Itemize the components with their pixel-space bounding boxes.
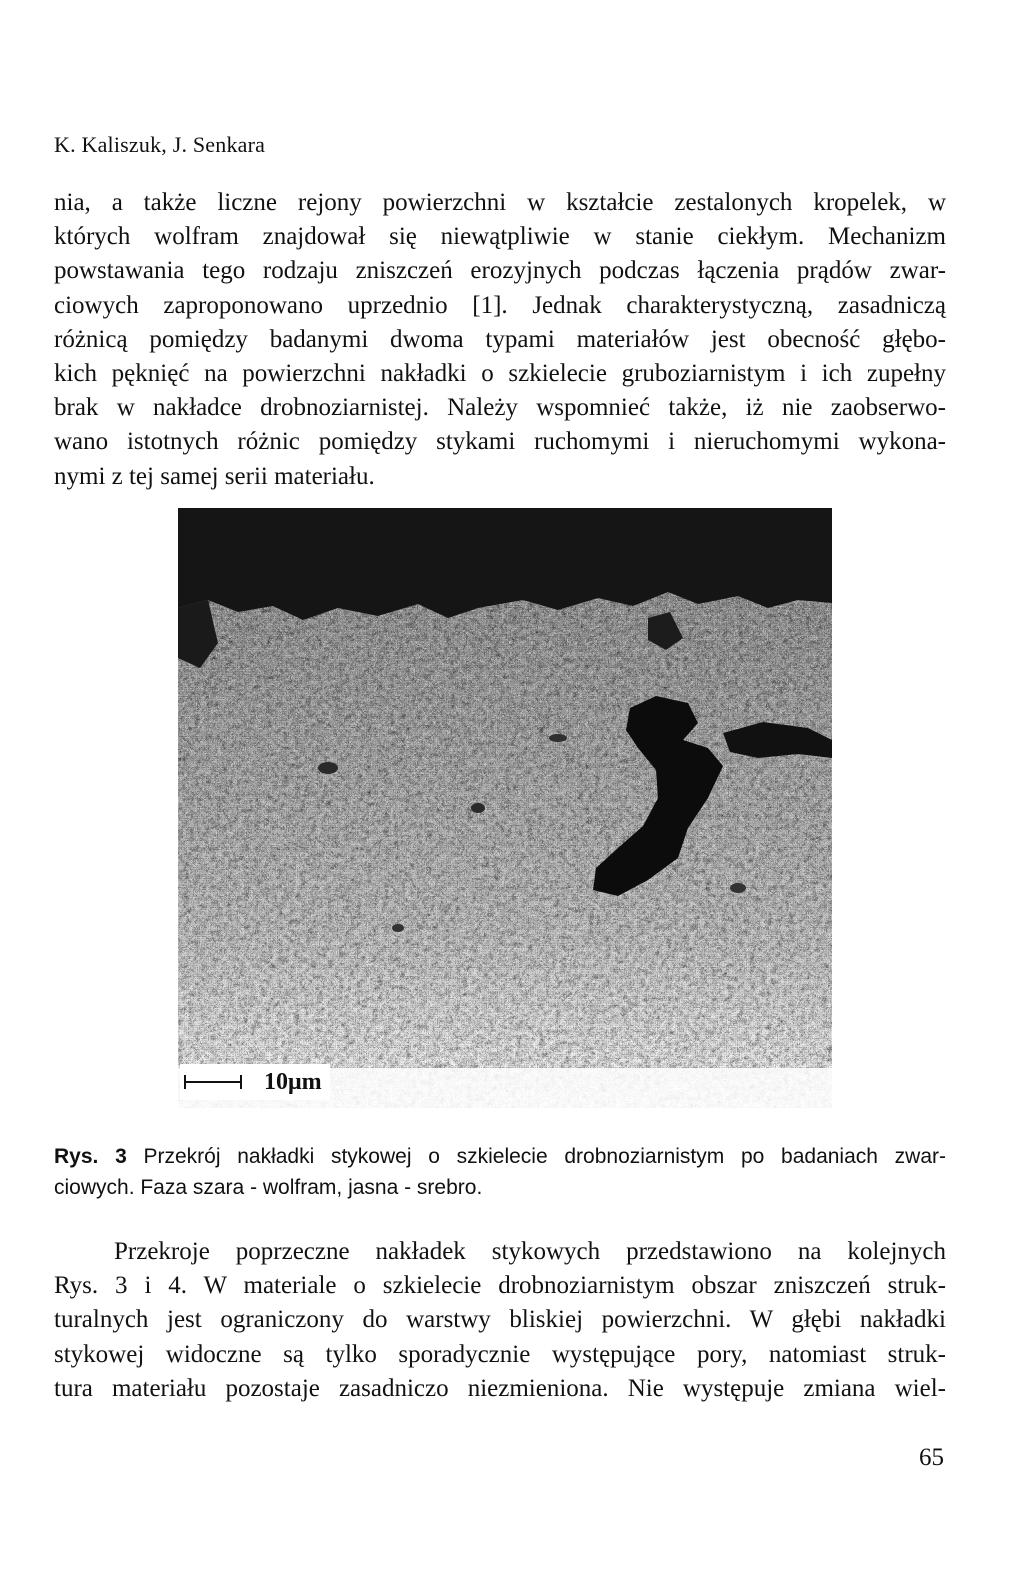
scale-bar xyxy=(180,1064,330,1100)
text-line: nymi z tej samej serii materiału. xyxy=(54,462,375,490)
text-line: kich pęknięć na powierzchni nakładki o szkielecie gruboziarnistym i ich zupełny xyxy=(54,360,946,388)
text-line: których wolfram znajdował się niewątpliwie w stanie ciekłym. Mechanizm xyxy=(54,223,946,251)
figure-caption xyxy=(54,1141,946,1203)
text-line: nia, a także liczne rejony powierzchni w kształcie zestalonych kropelek, w xyxy=(54,189,946,216)
caption-text: Przekrój nakładki stykowej o szkielecie drobnoziarnistym po badaniach zwar- xyxy=(126,1145,947,1168)
text-line: różnicą pomiędzy badanymi dwoma typami materiałów jest obecność głębo- xyxy=(54,325,946,353)
micrograph-image xyxy=(178,508,832,1108)
text-line: ciowych zaproponowano uprzednio [1]. Jednak charakterystyczną, zasadniczą xyxy=(54,291,946,319)
body-paragraph-1 xyxy=(54,186,946,494)
scale-line xyxy=(184,1081,242,1083)
page-number: 65 xyxy=(919,1444,944,1471)
micrograph-figure xyxy=(178,508,832,1108)
caption-line: ciowych. Faza szara - wolfram, jasna - srebro. xyxy=(54,1176,483,1199)
running-head: K. Kaliszuk, J. Senkara xyxy=(54,132,266,157)
text-line: wano istotnych różnic pomiędzy stykami ruchomymi i nieruchomymi wykona- xyxy=(54,428,946,456)
text-line: powstawania tego rodzaju zniszczeń erozyjnych podczas łączenia prądów zwar- xyxy=(54,257,946,285)
text-line: Rys. 3 i 4. W materiale o szkielecie drobnoziarnistym obszar zniszczeń struk- xyxy=(54,1272,946,1300)
body-paragraph-2 xyxy=(54,1235,946,1406)
text-line: brak w nakładce drobnoziarnistej. Należy wspomnieć także, iż nie zaobserwo- xyxy=(54,394,946,422)
text-line: Przekroje poprzeczne nakładek stykowych przedstawiono na kolejnych xyxy=(114,1238,946,1265)
text-line: stykowej widoczne są tylko sporadycznie występujące pory, natomiast struk- xyxy=(54,1340,946,1368)
scale-label: 10μm xyxy=(264,1068,322,1095)
text-line: turalnych jest ograniczony do warstwy bliskiej powierzchni. W głębi nakładki xyxy=(54,1306,946,1334)
text-line: tura materiału pozostaje zasadniczo niezmieniona. Nie występuje zmiana wiel- xyxy=(54,1374,946,1402)
caption-label: Rys. 3 xyxy=(54,1145,127,1168)
caption-line xyxy=(54,1141,946,1172)
